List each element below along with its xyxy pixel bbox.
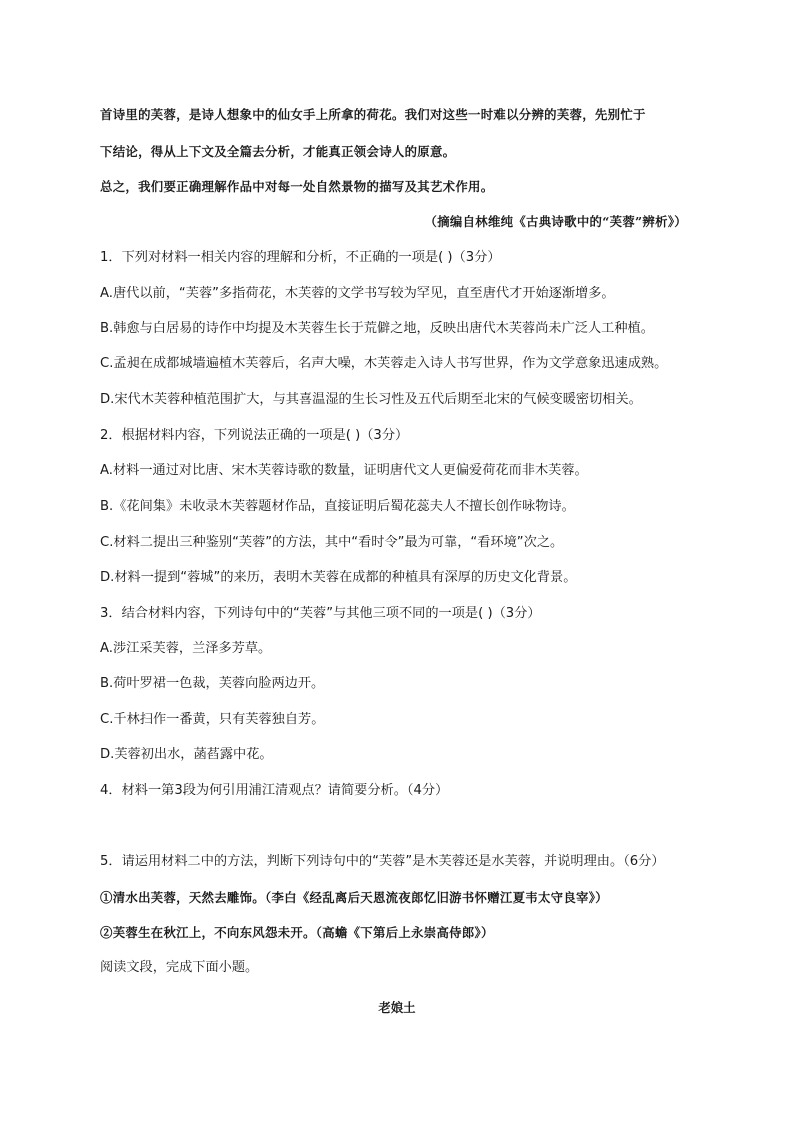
question-3-stem: 3．结合材料内容，下列诗句中的“芙蓉”与其他三项不同的一项是( )（3分） — [100, 606, 541, 621]
question-3-option-a: A.涉江采芙蓉，兰泽多芳草。 — [100, 641, 272, 656]
question-1-option-d: D.宋代木芙蓉种植范围扩大，与其喜温湿的生长习性及五代后期至北宋的气候变暖密切相关。 — [100, 392, 642, 407]
question-3-option-b: B.荷叶罗裙一色裁，芙蓉向脸两边开。 — [100, 676, 325, 691]
question-2-stem: 2．根据材料内容，下列说法正确的一项是( )（3分） — [100, 428, 409, 443]
question-1-option-a: A.唐代以前，“芙蓉”多指荷花，木芙蓉的文学书写较为罕见，直至唐代才开始逐渐增多。 — [100, 286, 615, 301]
question-5-poem-1: ①清水出芙蓉，天然去雕饰。（李白《经乱离后天恩流夜郎忆旧游书怀赠江夏韦太守良宰》） — [100, 890, 608, 905]
question-3-option-c: C.千林扫作一番黄，只有芙蓉独自芳。 — [100, 712, 325, 727]
question-5-poem-2: ②芙蓉生在秋江上，不向东风怨未开。（高蟾《下第后上永崇高侍郎》） — [100, 925, 494, 940]
question-2-option-a: A.材料一通过对比唐、宋木芙蓉诗歌的数量，证明唐代文人更偏爱荷花而非木芙蓉。 — [100, 463, 588, 478]
passage-source: （摘编自林维纯《古典诗歌中的“芙蓉”辨析》） — [424, 214, 687, 229]
question-1-stem: 1．下列对材料一相关内容的理解和分析，不正确的一项是( )（3分） — [100, 250, 501, 265]
question-5-stem: 5．请运用材料二中的方法，判断下列诗句中的“芙蓉”是木芙蓉还是水芙蓉，并说明理由。（6分） — [100, 854, 665, 869]
question-4-stem: 4．材料一第3段为何引用浦江清观点？请简要分析。（4分） — [100, 783, 449, 798]
question-2-option-b: B.《花间集》未收录木芙蓉题材作品，直接证明后蜀花蕊夫人不擅长创作咏物诗。 — [100, 499, 575, 514]
question-2-option-d: D.材料一提到“蓉城”的来历，表明木芙蓉在成都的种植具有深厚的历史文化背景。 — [100, 570, 577, 585]
question-3-option-d: D.芙蓉初出水，菡萏露中花。 — [100, 747, 273, 762]
question-2-option-c: C.材料二提出三种鉴别“芙蓉”的方法，其中“看时令”最为可靠，“看环境”次之。 — [100, 535, 564, 550]
question-1-option-b: B.韩愈与白居易的诗作中均提及木芙蓉生长于荒僻之地，反映出唐代木芙蓉尚未广泛人工种植。 — [100, 321, 654, 336]
passage-line-2: 下结论，得从上下文及全篇去分析，才能真正领会诗人的原意。 — [100, 144, 456, 159]
reading-intro: 阅读文段，完成下面小题。 — [100, 960, 259, 975]
section-title: 老娘土 — [378, 1000, 416, 1015]
question-1-option-c: C.孟昶在成都城墙遍植木芙蓉后，名声大噪，木芙蓉走入诗人书写世界，作为文学意象迅速成熟。 — [100, 356, 668, 371]
passage-line-1: 首诗里的芙蓉，是诗人想象中的仙女手上所拿的荷花。我们对这些一时难以分辨的芙蓉，先别忙于 — [100, 107, 646, 122]
passage-line-3: 总之，我们要正确理解作品中对每一处自然景物的描写及其艺术作用。 — [100, 179, 494, 194]
